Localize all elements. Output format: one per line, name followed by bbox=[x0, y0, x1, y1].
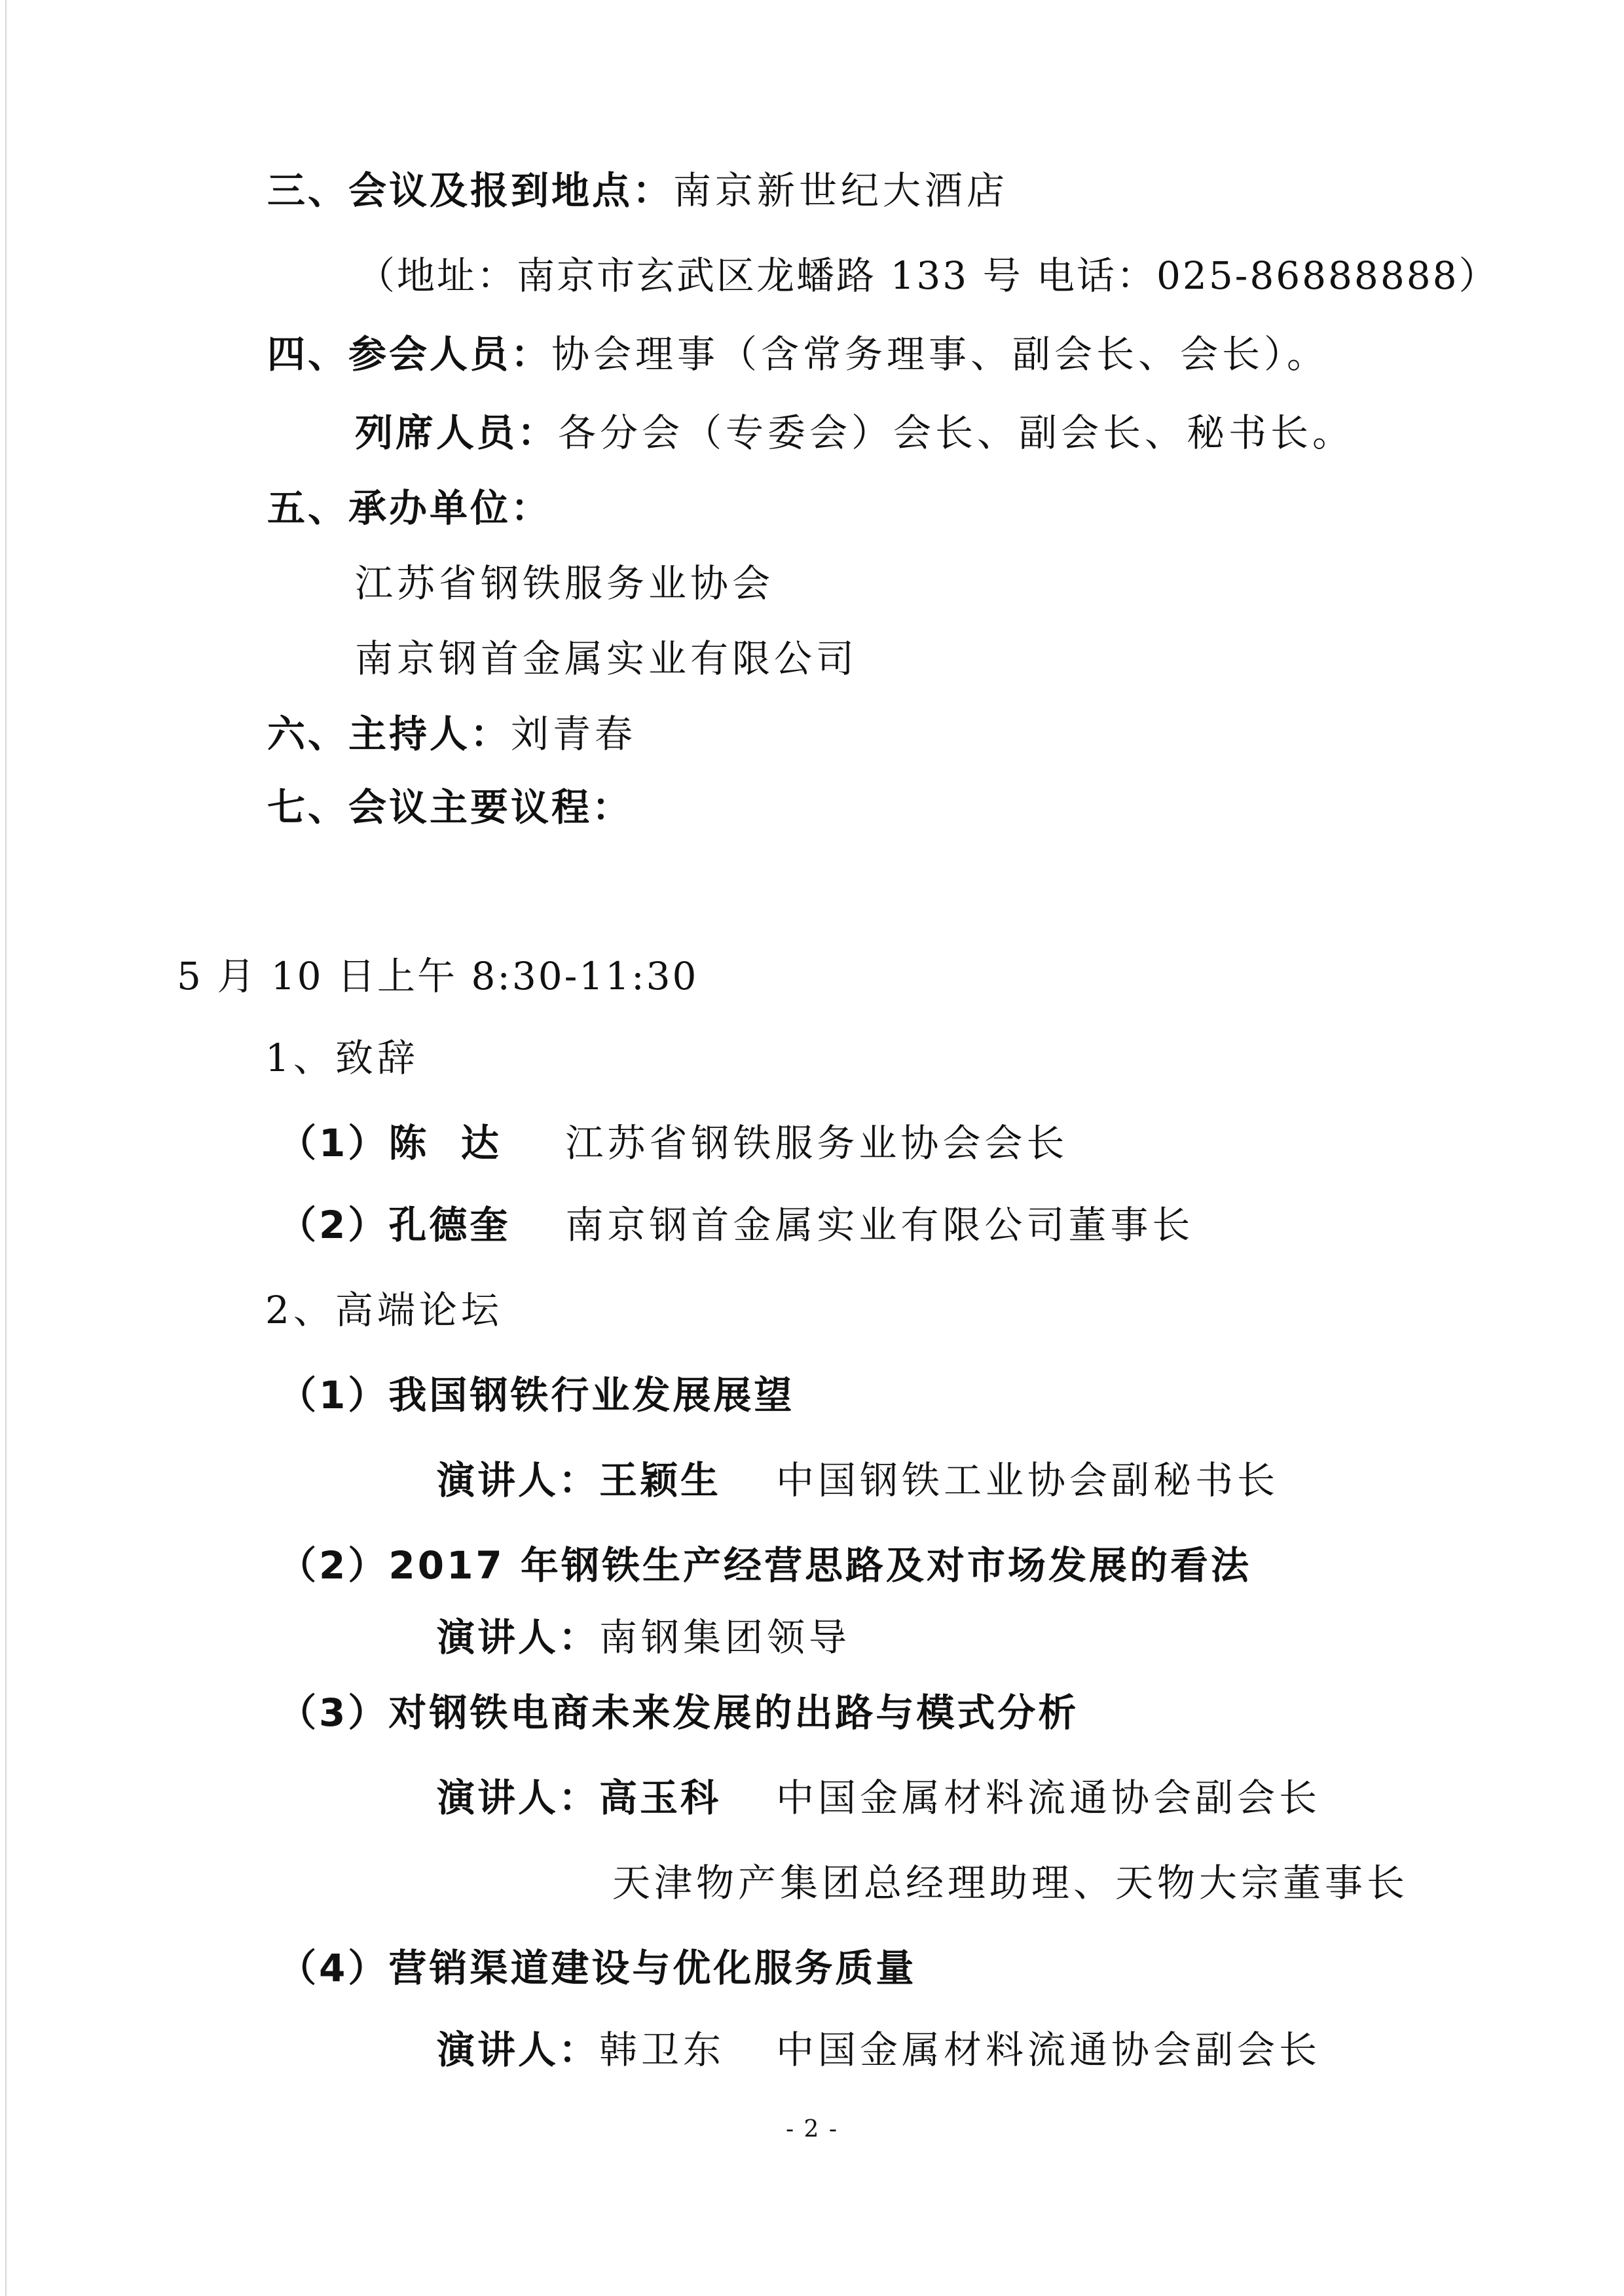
organizer-1: 江苏省钢铁服务业协会 bbox=[355, 561, 775, 606]
forum-1-speaker: 王颖生 bbox=[599, 1458, 722, 1503]
attendees-line bbox=[267, 331, 1329, 377]
forum-4-topic-line bbox=[278, 1945, 916, 1991]
forum-1-topic-line bbox=[278, 1372, 794, 1418]
venue-line bbox=[267, 168, 1008, 213]
observers-line bbox=[355, 410, 1354, 456]
organizer-2: 南京钢首金属实业有限公司 bbox=[355, 636, 858, 681]
forum-2-speaker-line bbox=[437, 1614, 851, 1660]
forum-4-topic: 营销渠道建设与优化服务质量 bbox=[388, 1946, 917, 1990]
forum-2-speaker-label: 演讲人： bbox=[437, 1615, 600, 1660]
forum-1-speaker-line bbox=[437, 1457, 1279, 1503]
item2-title: 2、高端论坛 bbox=[265, 1288, 503, 1332]
forum-3-role2: 天津物产集团总经理助理、天物大宗董事长 bbox=[612, 1861, 1409, 1905]
observers-value: 各分会（专委会）会长、副会长、秘书长。 bbox=[558, 410, 1355, 455]
host-value: 刘青春 bbox=[511, 712, 637, 756]
forum-4-speaker-label: 演讲人： bbox=[437, 2028, 600, 2072]
forum-2-topic: 2017 年钢铁生产经营思路及对市场发展的看法 bbox=[388, 1543, 1251, 1588]
forum-4-speaker-line bbox=[437, 2027, 1321, 2073]
agenda-heading: 七、会议主要议程： bbox=[267, 785, 633, 829]
forum-4-speaker: 韩卫东 bbox=[599, 2028, 726, 2072]
page-number: - 2 - bbox=[785, 2116, 839, 2143]
attendees-heading: 四、参会人员： bbox=[267, 332, 552, 376]
forum-1-topic: 我国钢铁行业发展展望 bbox=[388, 1373, 795, 1417]
speech-1-role: 江苏省钢铁服务业协会会长 bbox=[565, 1121, 1069, 1165]
scan-edge bbox=[5, 0, 7, 2296]
attendees-value: 协会理事（含常务理事、副会长、会长）。 bbox=[551, 332, 1329, 376]
speech-2-num: （2） bbox=[278, 1203, 389, 1247]
forum-3-topic: 对钢铁电商未来发展的出路与模式分析 bbox=[388, 1690, 1079, 1735]
forum-3-topic-line bbox=[278, 1690, 1079, 1736]
venue-address: （地址：南京市玄武区龙蟠路 133 号 电话：025-86888888） bbox=[357, 253, 1499, 298]
forum-2-speaker: 南钢集团领导 bbox=[599, 1615, 851, 1660]
forum-4-role: 中国金属材料流通协会副会长 bbox=[776, 2028, 1321, 2072]
host-line bbox=[267, 711, 637, 757]
speech-1-num: （1） bbox=[278, 1121, 389, 1165]
speech-2 bbox=[278, 1202, 1194, 1248]
forum-1-num: （1） bbox=[278, 1373, 389, 1417]
venue-heading: 三、会议及报到地点： bbox=[267, 168, 674, 213]
observers-heading: 列席人员： bbox=[355, 410, 559, 455]
venue-value: 南京新世纪大酒店 bbox=[673, 168, 1009, 213]
forum-4-num: （4） bbox=[278, 1946, 389, 1990]
forum-2-num: （2） bbox=[278, 1543, 389, 1588]
speech-1 bbox=[278, 1120, 1068, 1166]
forum-1-role: 中国钢铁工业协会副秘书长 bbox=[776, 1458, 1280, 1503]
host-heading: 六、主持人： bbox=[267, 712, 511, 756]
session-time: 5 月 10 日上午 8:30-11:30 bbox=[177, 954, 699, 998]
forum-3-speaker: 高玉科 bbox=[599, 1776, 722, 1820]
item1-title: 1、致辞 bbox=[265, 1036, 419, 1080]
forum-3-speaker-line bbox=[437, 1775, 1321, 1821]
forum-2-topic-line bbox=[278, 1542, 1251, 1588]
forum-3-role: 中国金属材料流通协会副会长 bbox=[776, 1776, 1321, 1820]
forum-3-num: （3） bbox=[278, 1690, 389, 1735]
organizers-heading: 五、承办单位： bbox=[267, 486, 552, 530]
speech-2-role: 南京钢首金属实业有限公司董事长 bbox=[565, 1203, 1194, 1247]
speech-2-name: 孔德奎 bbox=[388, 1203, 511, 1247]
forum-1-speaker-label: 演讲人： bbox=[437, 1458, 600, 1503]
forum-3-speaker-label: 演讲人： bbox=[437, 1776, 600, 1820]
speech-1-name: 陈 达 bbox=[388, 1121, 502, 1165]
